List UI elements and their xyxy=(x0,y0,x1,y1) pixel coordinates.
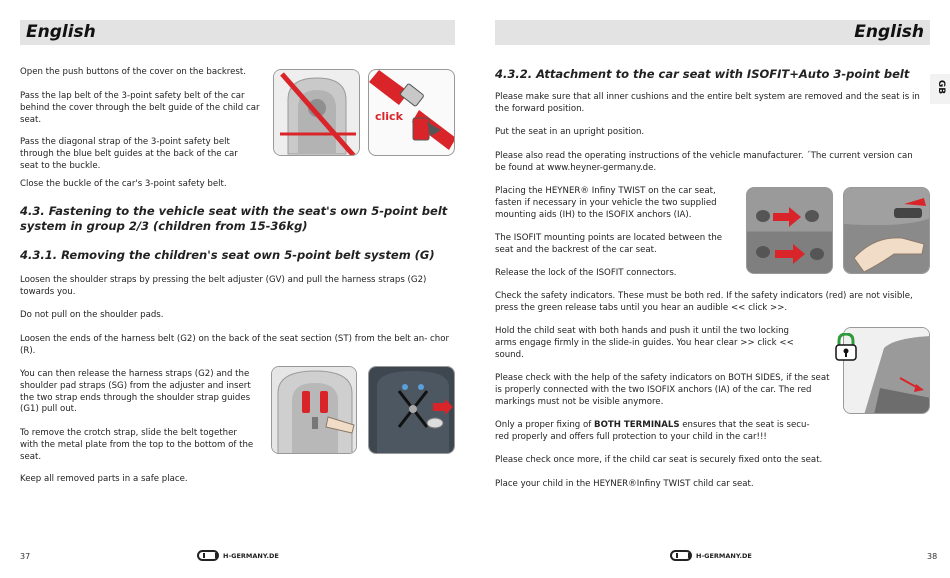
paragraph: You can then release the harness straps (G2) and the shoulder pad straps (SG) from the adjuster and insert the two strap ends through the shoulder strap guides (G1) pull out. xyxy=(20,369,251,415)
paragraph: Placing the HEYNER® Infiny TWIST on the car seat, fasten if necessary in your vehicle the two supplied mounting aids (IH) to the ISOFIX anchors (IA). xyxy=(495,186,717,220)
harness-back-figure xyxy=(368,366,455,454)
paragraph: Place your child in the HEYNER®Infiny TWIST child car seat. xyxy=(495,479,754,489)
section-heading-4-3-2: 4.3.2. Attachment to the car seat with ISOFIT+Auto 3-point belt xyxy=(495,67,910,81)
click-label: click xyxy=(375,110,403,123)
heyner-logo-icon xyxy=(197,550,219,561)
language-tab xyxy=(930,74,950,104)
language-tab-label: GB xyxy=(936,79,947,95)
harness-back-illustration xyxy=(369,367,455,454)
paragraph: Pass the diagonal strap of the 3-point safety belt through the blue belt guides at the back of the car seat to the buckle. xyxy=(20,137,238,171)
lock-icon xyxy=(835,333,857,361)
page-header-title: English xyxy=(26,22,96,42)
harness-removal-figure xyxy=(271,366,357,454)
brand-text: H-GERMANY.DE xyxy=(223,551,279,560)
paragraph: Keep all removed parts in a safe place. xyxy=(20,474,188,484)
paragraph: To remove the crotch strap, slide the belt together with the metal plate from the top to the bottom of the seat. xyxy=(20,428,254,462)
buckle-click-figure xyxy=(368,69,455,156)
page-header xyxy=(495,20,930,45)
page-38 xyxy=(475,0,950,578)
paragraph: Pass the lap belt of the 3-point safety belt of the car behind the cover through the belt guide of the child car seat. xyxy=(20,91,260,125)
isofix-hand-illustration xyxy=(844,188,930,274)
section-heading-4-3: 4.3. Fastening to the vehicle seat with the seat's own 5-point belt system in group 2/3 (children from 15-36kg) xyxy=(20,204,448,233)
isofix-hand-figure xyxy=(843,187,930,274)
paragraph: Please make sure that all inner cushions and the entire belt system are removed and the seat is in the forward position. xyxy=(495,92,920,114)
section-heading-4-3-1: 4.3.1. Removing the children's seat own 5-point belt system (G) xyxy=(20,248,435,262)
isofix-anchor-illustration xyxy=(747,188,833,274)
paragraph: Check the safety indicators. These must be both red. If the safety indicators (red) are not visible, press the green release tabs until you hear an audible << click >>. xyxy=(495,291,913,313)
brand-footer xyxy=(197,550,279,561)
paragraph: Hold the child seat with both hands and push it until the two locking arms engage firmly in the slide-in guides. You hear clear >> click << sound. xyxy=(495,326,794,360)
page-number: 37 xyxy=(20,552,31,561)
page-header-title: English xyxy=(854,22,924,42)
heyner-logo-icon xyxy=(670,550,692,561)
paragraph-both-terminals: Only a proper fixing of BOTH TERMINALS ensures that the seat is secu- red properly and offers full protection to your child in the car!!! xyxy=(495,420,810,442)
paragraph: Please check once more, if the child car seat is securely fixed onto the seat. xyxy=(495,455,823,465)
paragraph: Open the push buttons of the cover on the backrest. xyxy=(20,67,247,77)
harness-illustration xyxy=(272,367,357,454)
page-header xyxy=(20,20,455,45)
paragraph: Close the buckle of the car's 3-point safety belt. xyxy=(20,179,227,189)
paragraph: Loosen the shoulder straps by pressing the belt adjuster (GV) and pull the harness straps (G2) towards you. xyxy=(20,275,427,297)
paragraph: Do not pull on the shoulder pads. xyxy=(20,310,164,320)
paragraph: Release the lock of the ISOFIT connectors. xyxy=(495,268,677,278)
brand-text: H-GERMANY.DE xyxy=(696,551,752,560)
paragraph: Loosen the ends of the harness belt (G2) on the back of the seat section (ST) from the belt an- chor (R). xyxy=(20,334,450,356)
brand-footer xyxy=(670,550,752,561)
seat-belt-illustration xyxy=(274,70,360,156)
isofix-anchor-figure xyxy=(746,187,833,274)
paragraph: Put the seat in an upright position. xyxy=(495,127,645,137)
paragraph: Please also read the operating instructions of the vehicle manufacturer. ´The current version can be found at www.heyner-germany.de. xyxy=(495,151,913,173)
paragraph: Please check with the help of the safety indicators on BOTH SIDES, if the seat is properly connected with the two ISOFIX anchors (IA) of the car. The red markings must not be visible anymore. xyxy=(495,373,830,407)
seat-belt-figure xyxy=(273,69,360,156)
paragraph: The ISOFIT mounting points are located between the seat and the backrest of the car seat. xyxy=(495,233,723,255)
page-number: 38 xyxy=(927,552,938,561)
